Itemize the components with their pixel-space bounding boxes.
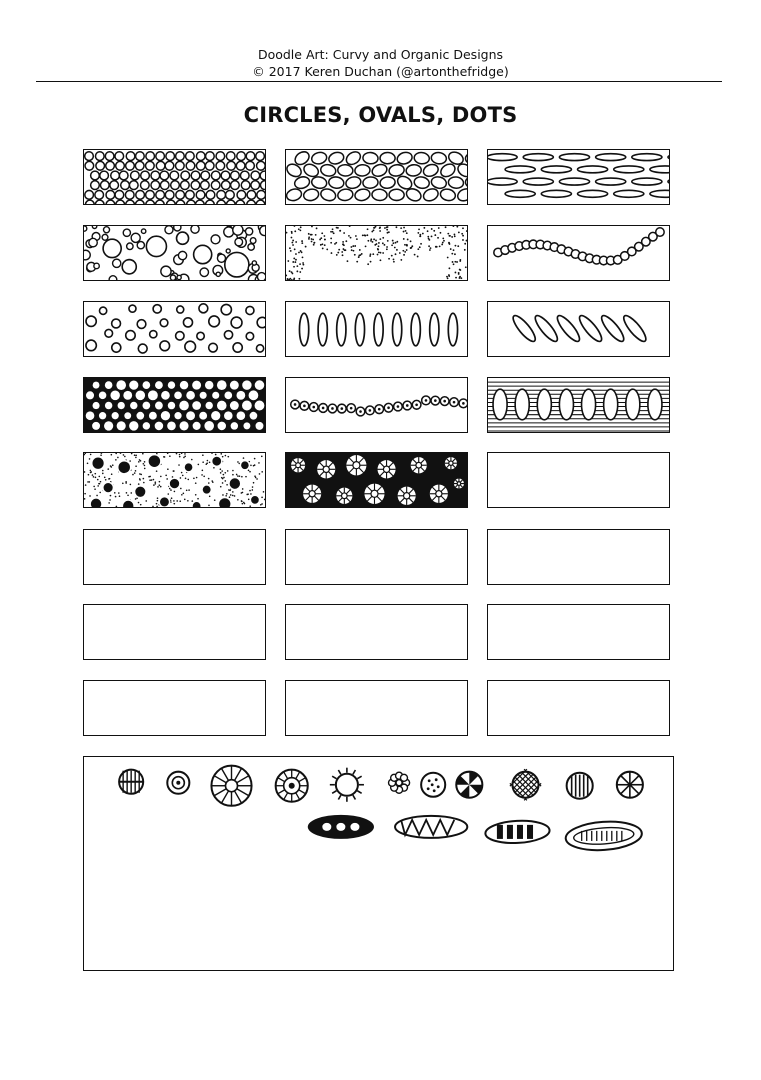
empty-practice-tile: [285, 604, 468, 660]
empty-practice-tile: [487, 529, 670, 585]
page-title: CIRCLES, OVALS, DOTS: [243, 103, 518, 127]
empty-practice-tile: [83, 529, 266, 585]
pattern-tile-bead-chain-wave: [285, 377, 468, 433]
header-series-title: Doodle Art: Curvy and Organic Designs: [257, 47, 504, 62]
stipple-dots-arch-drawing: [286, 226, 467, 280]
diagonal-ovals-drawing: [488, 302, 669, 356]
pattern-tile-rows-of-long-ovals: [487, 149, 670, 205]
star-spoke-circle-motif: [617, 772, 643, 798]
practice-box: [83, 756, 674, 971]
practice-motifs: [84, 757, 673, 970]
blank-area: [488, 605, 669, 659]
circle-chain-wave-drawing: [488, 226, 669, 280]
rows-of-long-ovals-drawing: [488, 150, 669, 204]
empty-practice-tile: [487, 604, 670, 660]
empty-practice-tile: [83, 604, 266, 660]
pattern-tile-packed-small-circles: [83, 149, 266, 205]
dotted-circle-motif: [421, 773, 445, 797]
black-oval-with-dots-motif: [308, 815, 374, 839]
empty-practice-tile: [83, 680, 266, 736]
vertical-striped-circle-motif: [567, 773, 593, 799]
empty-practice-tile: [487, 452, 670, 508]
zigzag-oval-motif: [395, 816, 467, 838]
header-copyright: © 2017 Keren Duchan (@artonthefridge): [252, 64, 509, 79]
pattern-tile-rosettes-on-black: [285, 452, 468, 508]
blank-area: [286, 605, 467, 659]
page-header: [0, 46, 761, 80]
packed-ovals-drawing: [286, 150, 467, 204]
pattern-tile-ovals-over-stripes: [487, 377, 670, 433]
blank-area: [488, 681, 669, 735]
rosettes-on-black-drawing: [286, 453, 467, 507]
pattern-tile-circle-chain-wave: [487, 225, 670, 281]
empty-practice-tile: [285, 529, 468, 585]
pinwheel-circle-motif: [456, 772, 482, 798]
blank-area: [84, 530, 265, 584]
pattern-tile-black-dots-with-stipple: [83, 452, 266, 508]
scattered-circles-drawing: [84, 302, 265, 356]
packed-small-circles-drawing: [84, 150, 265, 204]
flower-circle-motif: [389, 772, 410, 793]
hatched-circle-motif: [510, 769, 541, 800]
pattern-tile-stipple-dots-arch: [285, 225, 468, 281]
blank-area: [286, 530, 467, 584]
bead-chain-wave-drawing: [286, 378, 467, 432]
banded-oval-motif: [485, 819, 550, 844]
blank-area: [84, 681, 265, 735]
blank-area: [488, 530, 669, 584]
blank-area: [84, 605, 265, 659]
double-ring-rosette-motif: [276, 770, 308, 802]
blank-area: [488, 453, 669, 507]
spoked-wheel-motif: [211, 766, 251, 806]
empty-practice-tile: [285, 680, 468, 736]
pattern-tile-mixed-size-circles: [83, 225, 266, 281]
blank-area: [286, 681, 467, 735]
pattern-tile-scattered-circles: [83, 301, 266, 357]
pattern-tile-vertical-ovals: [285, 301, 468, 357]
spiral-circle-motif: [167, 772, 189, 794]
striped-circle-motif: [119, 770, 143, 794]
black-dots-with-stipple-drawing: [84, 453, 265, 507]
pattern-tile-white-circles-on-black: [83, 377, 266, 433]
header-divider: [36, 81, 722, 82]
empty-practice-tile: [487, 680, 670, 736]
pattern-tile-packed-ovals: [285, 149, 468, 205]
mixed-size-circles-drawing: [84, 226, 265, 280]
white-circles-on-black-drawing: [84, 378, 265, 432]
pattern-tile-diagonal-ovals: [487, 301, 670, 357]
vertical-ovals-drawing: [286, 302, 467, 356]
sun-circle-motif: [330, 768, 364, 802]
ovals-over-stripes-drawing: [488, 378, 669, 432]
ticked-oval-motif: [565, 819, 643, 852]
